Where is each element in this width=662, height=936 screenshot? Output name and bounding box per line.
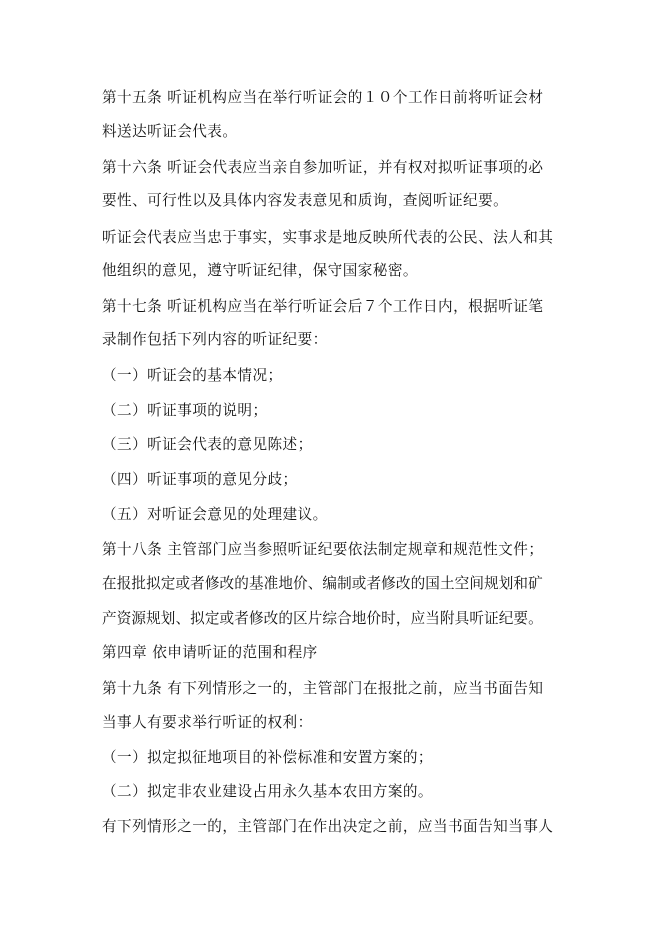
text-line: 第十八条 主管部门应当参照听证纪要依法制定规章和规范性文件； <box>102 541 544 558</box>
text-line: 在报批拟定或者修改的基准地价、编制或者修改的国土空间规划和矿 <box>102 575 543 592</box>
list-item: （三）听证会代表的意见陈述； <box>102 436 313 453</box>
list-item: （四）听证事项的意见分歧； <box>102 471 298 488</box>
text-line: 听证会代表应当忠于事实，实事求是地反映所代表的公民、法人和其 <box>102 229 554 246</box>
text-line: 第十五条 听证机构应当在举行听证会的１０个工作日前将听证会材 <box>102 89 544 106</box>
text-line: 第十九条 有下列情形之一的，主管部门在报批之前，应当书面告知 <box>102 680 544 697</box>
list-item: （一）听证会的基本情况； <box>102 367 283 384</box>
text-line: 第十七条 听证机构应当在举行听证会后７个工作日内，根据听证笔 <box>102 298 544 315</box>
text-line: 第十六条 听证会代表应当亲自参加听证，并有权对拟听证事项的必 <box>102 159 544 176</box>
text-line: 有下列情形之一的，主管部门在作出决定之前，应当书面告知当事人 <box>102 818 554 835</box>
list-item: （二）拟定非农业建设占用永久基本农田方案的。 <box>102 783 433 800</box>
text-line: 他组织的意见，遵守听证纪律，保守国家秘密。 <box>102 262 418 279</box>
list-item: （一）拟定拟征地项目的补偿标准和安置方案的； <box>102 749 433 766</box>
text-line: 要性、可行性以及具体内容发表意见和质询，查阅听证纪要。 <box>102 192 509 209</box>
text-line: 料送达听证会代表。 <box>102 123 238 140</box>
text-line: 当事人有要求举行听证的权利： <box>102 714 313 731</box>
chapter-heading: 第四章 依申请听证的范围和程序 <box>102 644 318 661</box>
text-line: 产资源规划、拟定或者修改的区片综合地价时，应当附具听证纪要。 <box>102 610 543 627</box>
list-item: （二）听证事项的说明； <box>102 402 268 419</box>
list-item: （五）对听证会意见的处理建议。 <box>102 506 328 523</box>
text-line: 录制作包括下列内容的听证纪要： <box>102 331 328 348</box>
